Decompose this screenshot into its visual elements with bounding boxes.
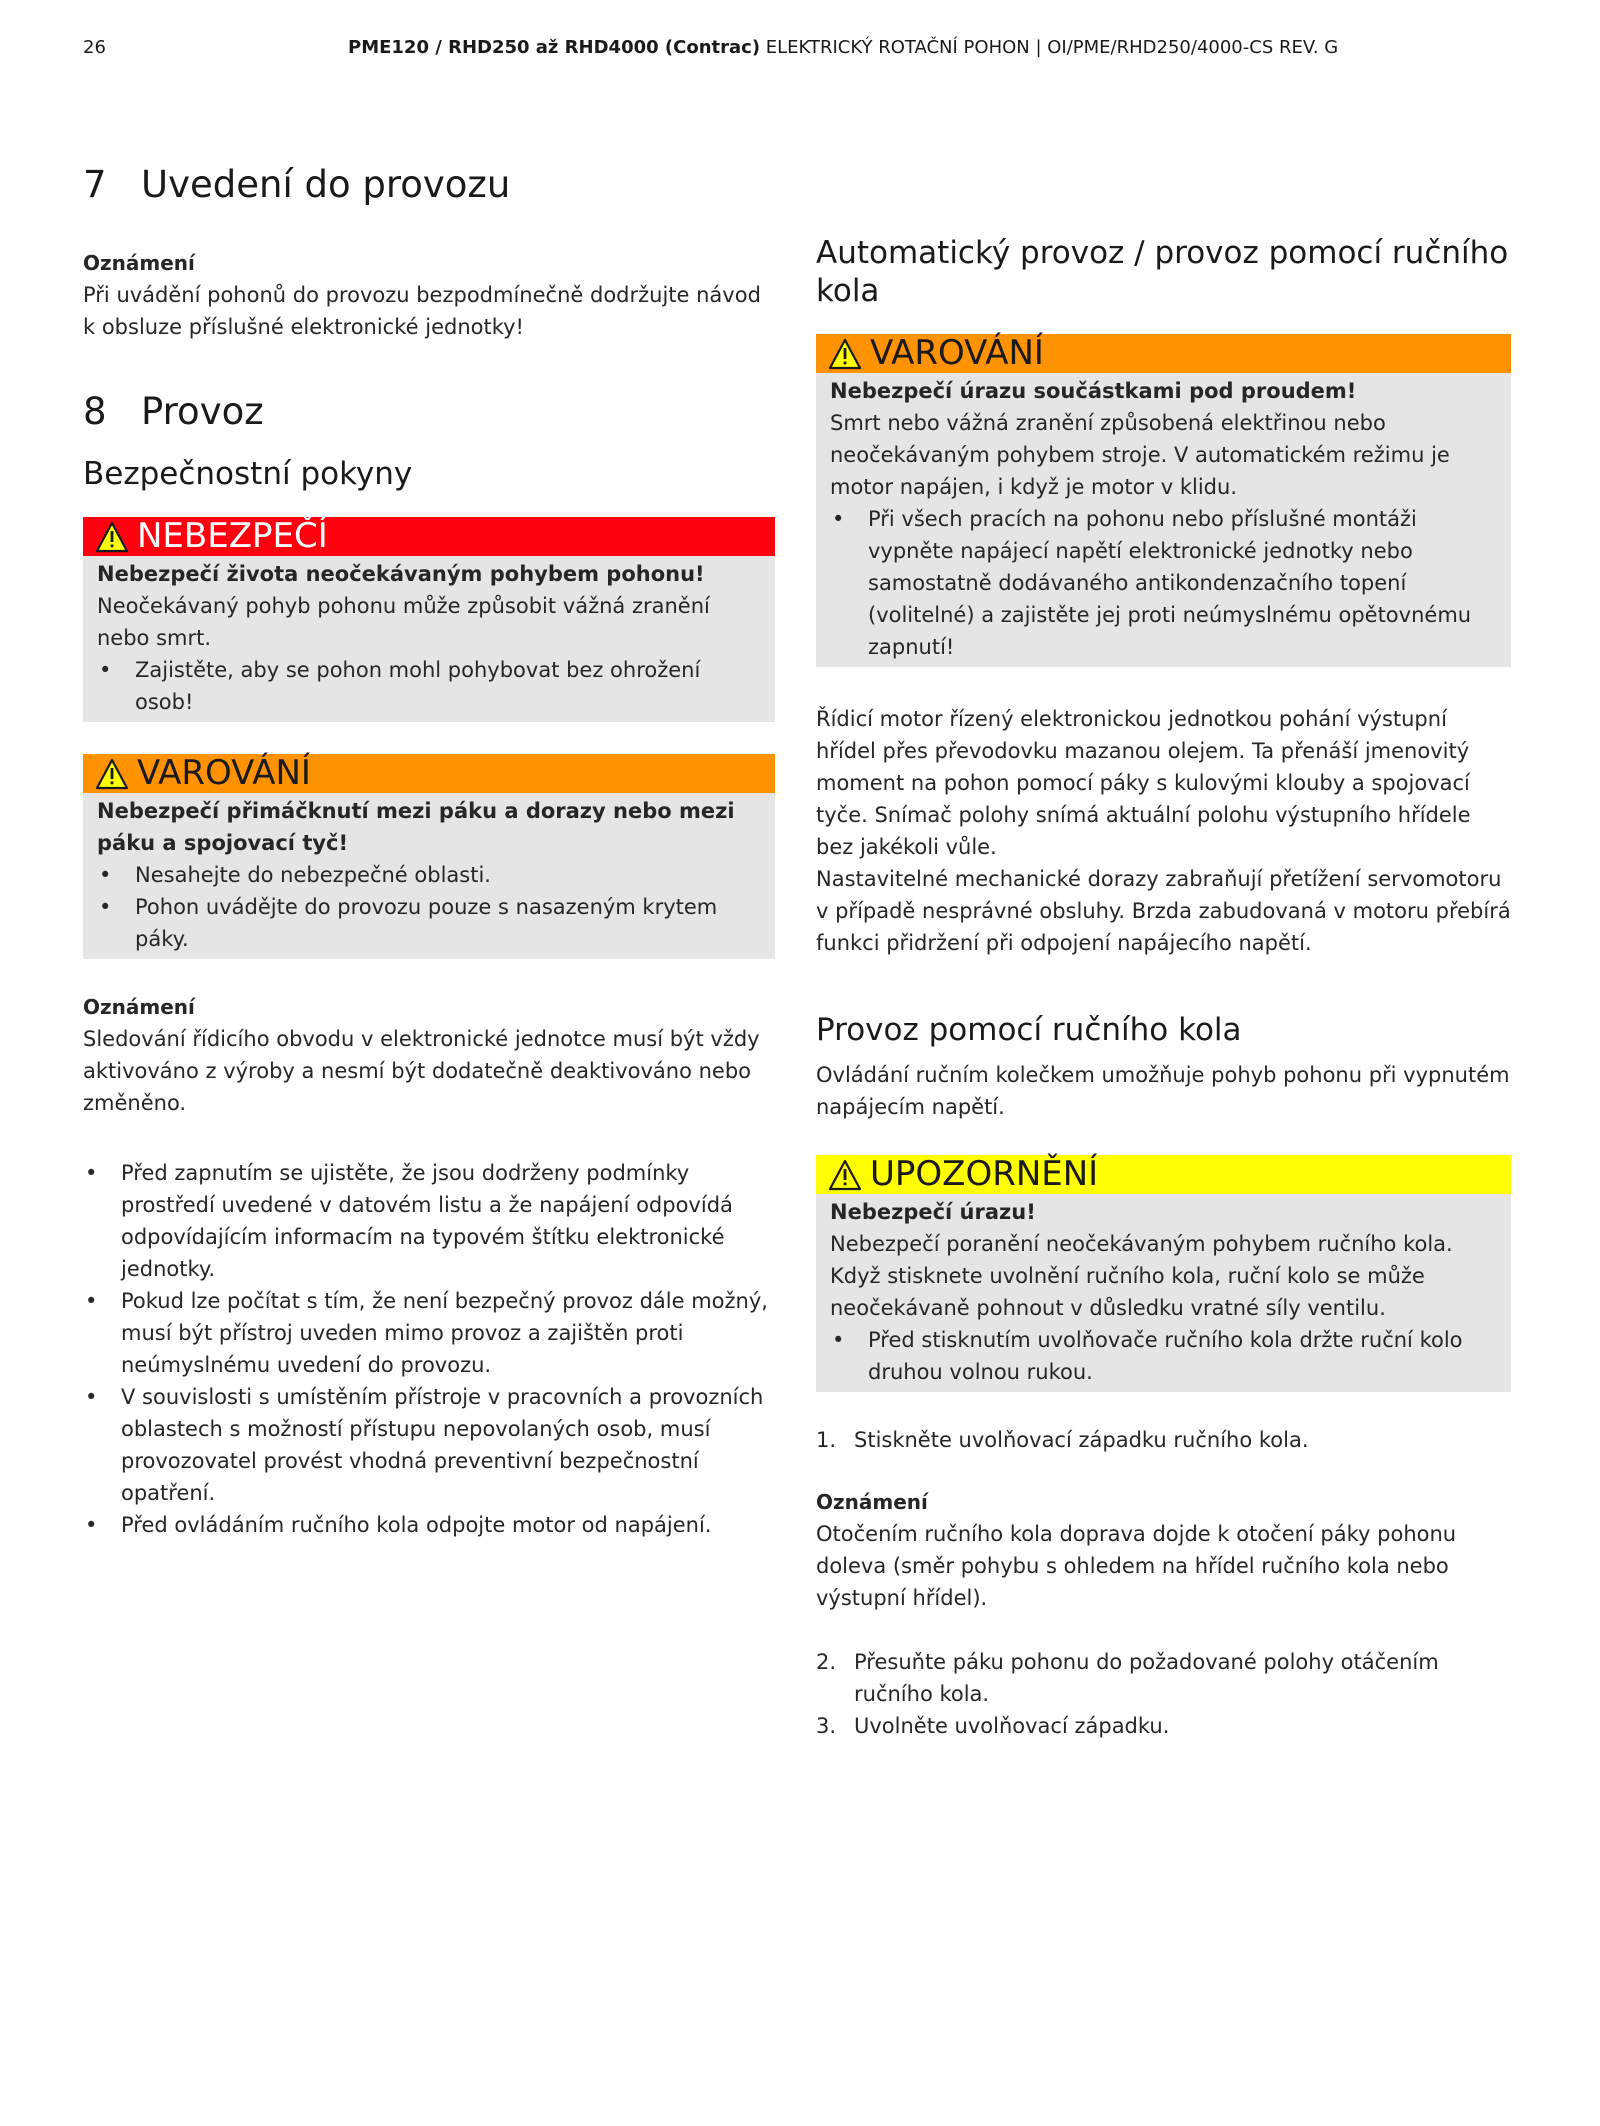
caution-box [816,1155,1511,1392]
step-text: Přesuňte páku pohonu do požadované polohy otáčením ručního kola. [854,1650,1439,1706]
warning-label: VAROVÁNÍ [137,753,311,793]
danger-title: Nebezpečí života neočekávaným pohybem pohonu! [97,562,705,586]
section-7-heading [83,160,775,210]
warning-triangle-icon [95,521,129,553]
handwheel-operation-heading: Provoz pomocí ručního kola [816,1012,1242,1048]
list-item: • Pohon uvádějte do provozu pouze s nasazeným krytem páky. [97,891,761,955]
description-paragraph-1: Řídicí motor řízený elektronickou jednotkou pohání výstupní hřídel přes převodovku mazanou olejem. Ta přenáší jmenovitý moment na pohon pomocí páky s kulovými klouby a spojovací tyče. Snímač polohy snímá aktuální polohu výstupního hřídele bez jakékoli vůle. [816,707,1471,859]
warning-triangle-icon [828,338,862,370]
step-list-1 [816,1424,1511,1456]
document-title-bold: PME120 / RHD250 až RHD4000 (Contrac) [348,37,761,58]
notice-commissioning [83,247,775,343]
warning-bar [816,334,1511,373]
handwheel-intro-text: Ovládání ručním kolečkem umožňuje pohyb pohonu při vypnutém napájecím napětí. [816,1063,1510,1119]
caution-title: Nebezpečí úrazu! [830,1200,1036,1224]
page-header [83,37,1563,65]
step-text: Stiskněte uvolňovací západku ručního kola. [854,1428,1309,1452]
description-paragraph-2: Nastavitelné mechanické dorazy zabraňují přetížení servomotoru v případě nesprávné obsluhy. Brzda zabudovaná v motoru přebírá funkci přidržení při odpojení napájecího napětí. [816,867,1511,955]
notice-text: Při uvádění pohonů do provozu bezpodmínečně dodržujte návod k obsluze příslušné elektronické jednotky! [83,283,761,339]
warning-label: VAROVÁNÍ [870,333,1044,373]
danger-label: NEBEZPEČÍ [137,516,328,556]
safety-bullets [83,1157,775,1541]
caution-bullets [830,1324,1497,1388]
section-8-heading [83,387,775,437]
warning-title: Nebezpečí úrazu součástkami pod proudem! [830,379,1357,403]
list-item: • Před stisknutím uvolňovače ručního kola držte ruční kolo druhou volnou rukou. [830,1324,1497,1388]
step-list-2 [816,1646,1511,1742]
notice-monitoring [83,991,775,1119]
danger-content [83,556,775,722]
warning-triangle-icon [95,758,129,790]
section-title: Uvedení do provozu [141,163,511,206]
step-number: 2. [816,1650,837,1674]
caution-label: UPOZORNĚNÍ [870,1154,1099,1194]
left-column [83,160,775,1541]
danger-bar [83,517,775,556]
danger-text: Neočekávaný pohyb pohonu může způsobit vážná zranění nebo smrt. [97,594,710,650]
warning-content [83,793,775,959]
notice-label: Oznámení [816,1490,928,1514]
section-number: 8 [83,390,107,433]
step-number: 3. [816,1714,837,1738]
list-item: • Před zapnutím se ujistěte, že jsou dodrženy podmínky prostředí uvedené v datovém listu a že napájení odpovídá odpovídajícím informacím na typovém štítku elektronické jednotky. [83,1157,775,1285]
automatic-operation-heading: Automatický provoz / provoz pomocí ručního kola [816,235,1509,309]
warning-bullets [830,503,1497,663]
section-title: Provoz [141,390,264,433]
right-column [816,234,1511,1742]
danger-box [83,517,775,722]
list-item: • V souvislosti s umístěním přístroje v pracovních a provozních oblastech s možností přístupu nepovolaných osob, musí provozovatel provést vhodná preventivní bezpečnostní opatření. [83,1381,775,1509]
list-item [816,1424,1511,1456]
list-item: • Nesahejte do nebezpečné oblasti. [97,859,761,891]
list-item: • Zajistěte, aby se pohon mohl pohybovat bez ohrožení osob! [97,654,761,718]
document-title [348,37,1338,58]
notice-label: Oznámení [83,251,195,275]
danger-bullets [97,654,761,718]
step-number: 1. [816,1428,837,1452]
list-item [816,1646,1511,1710]
list-item: • Při všech pracích na pohonu nebo příslušné montáži vypněte napájecí napětí elektronické jednotky nebo samostatně dodávaného antikondenzačního topení (volitelné) a zajistěte jej proti neúmyslnému opětovnému zapnutí! [830,503,1497,663]
caution-content [816,1194,1511,1392]
warning-bar [83,754,775,793]
notice-label: Oznámení [83,995,195,1019]
caution-bar [816,1155,1511,1194]
warning-bullets [97,859,761,955]
notice-text: Otočením ručního kola doprava dojde k otočení páky pohonu doleva (směr pohybu s ohledem na hřídel ručního kola nebo výstupní hřídel). [816,1522,1457,1610]
warning-triangle-icon [828,1159,862,1191]
notice-handwheel [816,1486,1511,1614]
section-number: 7 [83,163,107,206]
notice-text: Sledování řídicího obvodu v elektronické jednotce musí být vždy aktivováno z výroby a nesmí být dodatečně deaktivováno nebo změněno. [83,1027,760,1115]
warning-content [816,373,1511,667]
warning-box-electric [816,334,1511,667]
document-title-rest: ELEKTRICKÝ ROTAČNÍ POHON | OI/PME/RHD250/4000-CS REV. G [760,37,1339,58]
safety-instructions-heading: Bezpečnostní pokyny [83,456,413,492]
list-item: • Pokud lze počítat s tím, že není bezpečný provoz dále možný, musí být přístroj uveden mimo provoz a zajištěn proti neúmyslnému uvedení do provozu. [83,1285,775,1381]
warning-box [83,754,775,959]
list-item: • Před ovládáním ručního kola odpojte motor od napájení. [83,1509,775,1541]
caution-text: Nebezpečí poranění neočekávaným pohybem ručního kola. Když stisknete uvolnění ručního kola, ruční kolo se může neočekávaně pohnout v důsledku vratné síly ventilu. [830,1232,1453,1320]
step-text: Uvolněte uvolňovací západku. [854,1714,1170,1738]
list-item [816,1710,1511,1742]
warning-text: Smrt nebo vážná zranění způsobená elektřinou nebo neočekávaným pohybem stroje. V automatickém režimu je motor napájen, i když je motor v klidu. [830,411,1450,499]
warning-title: Nebezpečí přimáčknutí mezi páku a dorazy nebo mezi páku a spojovací tyč! [97,799,735,855]
page-number: 26 [83,37,106,58]
